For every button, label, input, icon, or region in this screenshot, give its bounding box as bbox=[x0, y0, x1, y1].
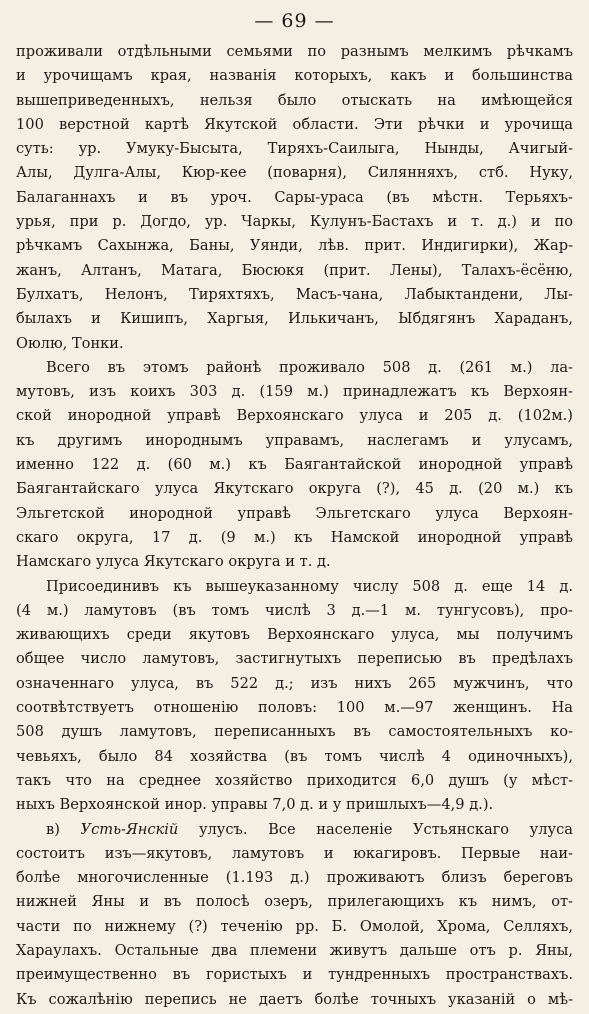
text-line: соотвѣтствуетъ отношенію половъ: 100 м.—97 женщинъ. На bbox=[16, 699, 573, 717]
text-line: части по нижнему (?) теченію рр. Б. Омолой, Хрома, Селляхъ, bbox=[16, 917, 573, 935]
text-line bbox=[16, 818, 573, 842]
paragraph bbox=[16, 818, 573, 1012]
page-number: — 69 — bbox=[254, 10, 335, 32]
text-line: вышеприведенныхъ, нельзя было отыскать на имѣющейся bbox=[16, 91, 573, 109]
text-line: былахъ и Кишипъ, Харгыя, Илькичанъ, Ыбдягянъ Хараданъ, bbox=[16, 310, 573, 328]
section-label: в) bbox=[46, 820, 60, 838]
text-line: преимущественно въ гористыхъ и тундренныхъ пространствахъ. bbox=[16, 966, 573, 984]
text-line: Баягантайскаго улуса Якутскаго округа (?), 45 д. (20 м.) къ bbox=[16, 480, 573, 498]
paragraph bbox=[16, 356, 573, 575]
text-line: суть: ур. Умуку-Бысыта, Тиряхъ-Саилыга, Нынды, Ачигый- bbox=[16, 140, 573, 158]
text-body bbox=[16, 40, 573, 1012]
text-line: состоитъ изъ—якутовъ, ламутовъ и юкагировъ. Первые наи- bbox=[16, 844, 573, 862]
text-line: скаго округа, 17 д. (9 м.) къ Намской инородной управѣ bbox=[16, 528, 573, 546]
text-line: Алы, Дулга-Алы, Кюр-кее (поварня), Силянняхъ, стб. Нуку, bbox=[16, 164, 573, 182]
text-line: нижней Яны и въ полосѣ озеръ, прилегающихъ къ нимъ, от- bbox=[16, 893, 573, 911]
text-line: Хараулахъ. Остальные два племени живутъ дальше отъ р. Яны, bbox=[16, 941, 573, 959]
text-line: общее число ламутовъ, застигнутыхъ переписью въ предѣлахъ bbox=[16, 650, 573, 668]
text-line: жанъ, Алтанъ, Матага, Бюсюкя (прит. Лены), Талахъ-ёсёню, bbox=[16, 261, 573, 279]
text-fragment: улусъ. Все населеніе Устьянскаго улуса bbox=[198, 820, 573, 838]
text-line: Булхатъ, Нелонъ, Тиряхтяхъ, Масъ-чана, Лабыктандени, Лы- bbox=[16, 285, 573, 303]
text-line: Къ сожалѣнію перепись не даетъ болѣе точныхъ указаній о мѣ- bbox=[16, 990, 573, 1008]
text-line: (4 м.) ламутовъ (въ томъ числѣ 3 д.—1 м. тунгусовъ), про- bbox=[16, 601, 573, 619]
text-line: живающихъ среди якутовъ Верхоянскаго улуса, мы получимъ bbox=[16, 626, 573, 644]
text-line: ской инородной управѣ Верхоянскаго улуса и 205 д. (102м.) bbox=[16, 407, 573, 425]
text-line: Балаганнахъ и въ уроч. Сары-ураса (въ мѣстн. Терьяхъ- bbox=[16, 188, 573, 206]
text-line: и урочищамъ края, названія которыхъ, какъ и большинства bbox=[16, 67, 573, 85]
ulus-name: Усть-Янскій bbox=[80, 820, 179, 838]
text-line: проживали отдѣльными семьями по разнымъ мелкимъ рѣчкамъ bbox=[16, 43, 573, 60]
text-line: такъ что на среднее хозяйство приходится 6,0 душъ (у мѣст- bbox=[16, 771, 573, 789]
text-line: болѣе многочисленные (1.193 д.) проживаютъ близъ береговъ bbox=[16, 869, 573, 887]
text-line: рѣчкамъ Сахынжа, Баны, Уянди, лѣв. прит. Индигирки), Жар- bbox=[16, 237, 573, 255]
paragraph bbox=[16, 40, 573, 356]
text-line: означеннаго улуса, въ 522 д.; изъ нихъ 265 мужчинъ, что bbox=[16, 674, 573, 692]
text-line: ныхъ Верхоянской инор. управы 7,0 д. и у пришлыхъ—4,9 д.). bbox=[16, 796, 494, 814]
text-line: 100 верстной картѣ Якутской области. Эти рѣчки и урочища bbox=[16, 115, 573, 133]
text-line: Оюлю, Тонки. bbox=[16, 334, 124, 352]
text-line: чевьяхъ, было 84 хозяйства (въ томъ числѣ 4 одиночныхъ), bbox=[16, 747, 573, 765]
text-line: урья, при р. Догдо, ур. Чаркы, Кулунъ-Бастахъ и т. д.) и по bbox=[16, 213, 573, 231]
text-line: къ другимъ инороднымъ управамъ, наслегамъ и улусамъ, bbox=[16, 431, 573, 449]
paragraph bbox=[16, 575, 573, 818]
text-line: мутовъ, изъ коихъ 303 д. (159 м.) принадлежатъ къ Верхоян- bbox=[16, 383, 573, 401]
text-line: именно 122 д. (60 м.) къ Баягантайской инородной управѣ bbox=[16, 456, 573, 474]
text-line: Намскаго улуса Якутскаго округа и т. д. bbox=[16, 553, 331, 571]
text-line: Присоединивъ къ вышеуказанному числу 508 д. еще 14 д. bbox=[46, 577, 573, 595]
text-line: 508 душъ ламутовъ, переписанныхъ въ самостоятельныхъ ко- bbox=[16, 723, 573, 741]
text-line: Всего въ этомъ районѣ проживало 508 д. (261 м.) ла- bbox=[46, 358, 573, 376]
text-line: Эльгетской инородной управѣ Эльгетскаго улуса Верхоян- bbox=[16, 504, 573, 522]
